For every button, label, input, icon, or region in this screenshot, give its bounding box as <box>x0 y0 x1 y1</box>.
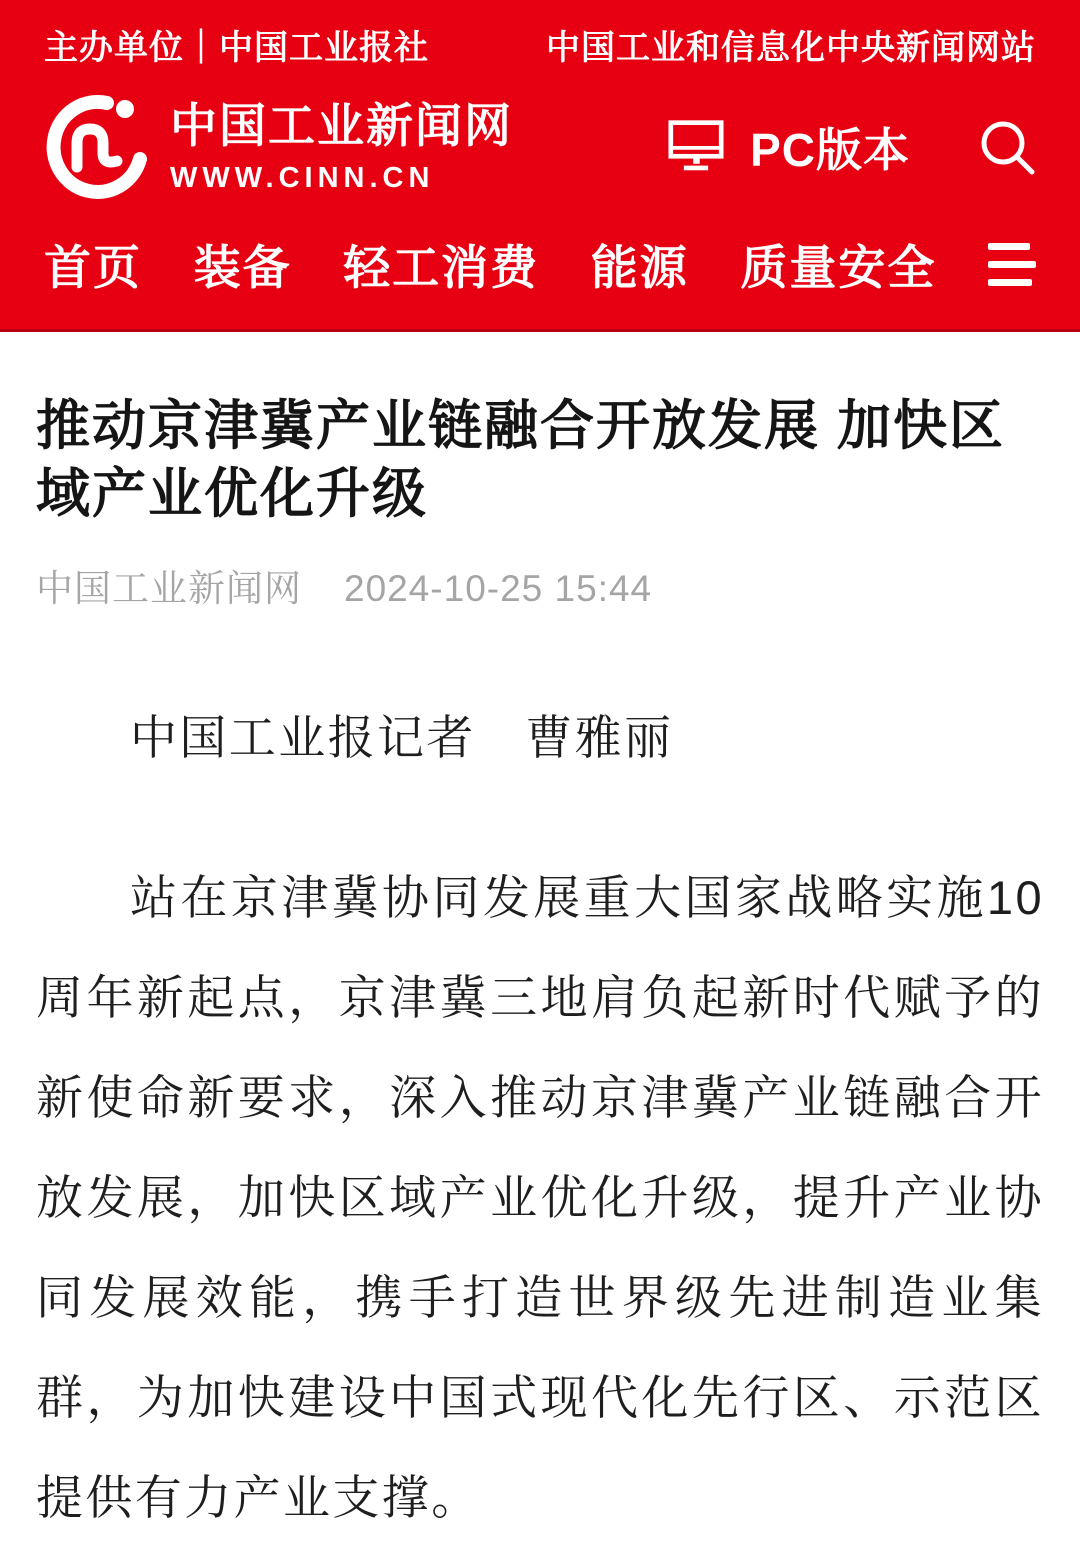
byline-datetime: 2024-10-25 15:44 <box>344 568 653 609</box>
brand-text-block <box>170 100 513 195</box>
nav-item-equipment[interactable]: 装备 <box>193 241 292 294</box>
sponsor-text: 主办单位｜中国工业报社 <box>44 29 429 67</box>
site-name[interactable]: 中国工业新闻网 <box>170 98 513 152</box>
cinn-logo-icon[interactable] <box>44 93 148 201</box>
article-body <box>36 708 1044 1548</box>
hamburger-menu-icon <box>988 243 1036 286</box>
hamburger-menu-button[interactable] <box>988 232 1036 297</box>
byline-source: 中国工业新闻网 <box>36 568 302 609</box>
article-title: 推动京津冀产业链融合开放发展 加快区域产业优化升级 <box>36 396 1006 524</box>
search-button[interactable] <box>978 118 1036 176</box>
author-line: 中国工业报记者 曹雅丽 <box>130 711 674 764</box>
pc-version-label: PC版本 <box>750 124 910 176</box>
monitor-icon <box>668 118 724 177</box>
body-paragraph: 站在京津冀协同发展重大国家战略实施10周年新起点，京津冀三地肩负起新时代赋予的新使命新要求，深入推动京津冀产业链融合开放发展，加快区域产业优化升级，提升产业协同发展效能，携手打造世界级先进制造业集群，为加快建设中国式现代化先行区、示范区提供有力产业支撑。 <box>36 871 1044 1524</box>
header-actions <box>668 114 1036 180</box>
search-icon <box>978 118 1036 176</box>
site-header <box>0 0 1080 332</box>
site-designation-text: 中国工业和信息化中央新闻网站 <box>546 29 1036 67</box>
article-byline <box>36 558 1044 612</box>
nav-item-energy[interactable]: 能源 <box>590 241 689 294</box>
pc-version-button[interactable] <box>668 114 910 180</box>
nav-item-quality-safety[interactable]: 质量安全 <box>740 241 937 294</box>
main-nav <box>0 231 1080 298</box>
nav-item-home[interactable]: 首页 <box>44 241 142 294</box>
header-top-bar <box>0 0 1080 69</box>
article-page <box>0 392 1080 1548</box>
brand-row <box>0 91 1080 203</box>
nav-item-light-industry[interactable]: 轻工消费 <box>343 241 540 294</box>
site-url: WWW.CINN.CN <box>170 161 435 194</box>
